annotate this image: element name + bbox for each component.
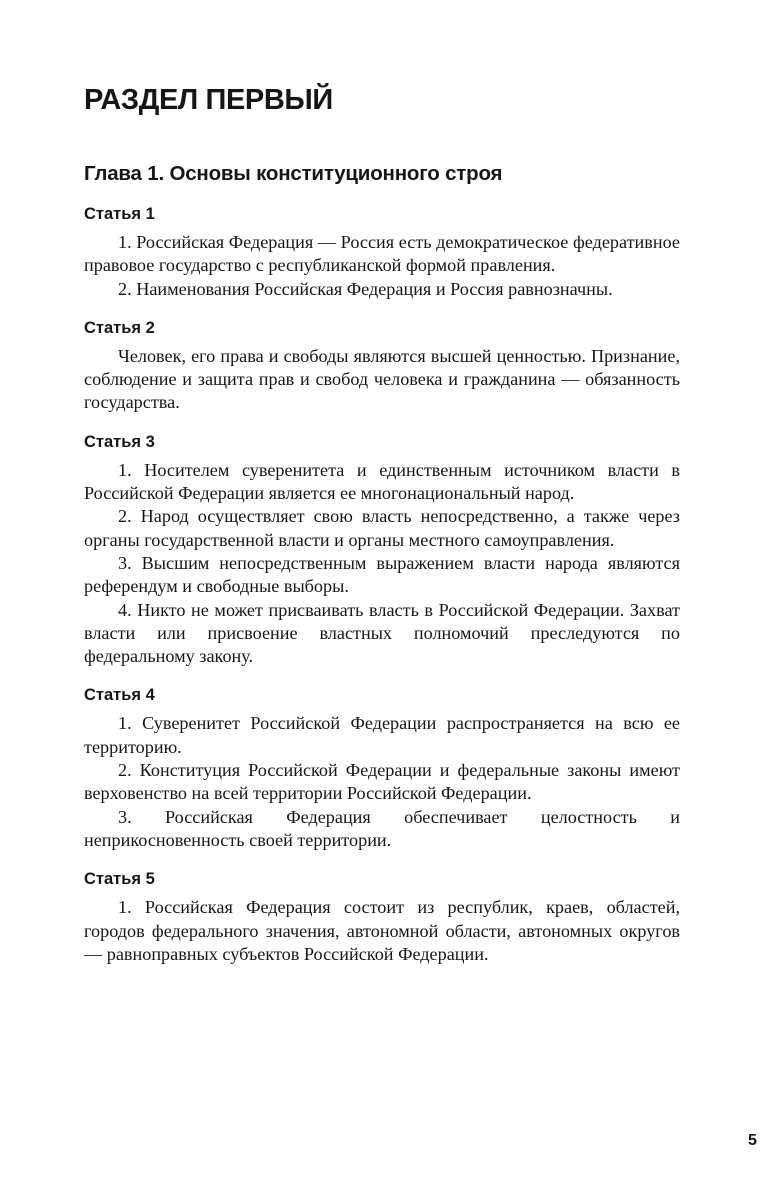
article-heading: Статья 3 [84,432,155,451]
chapter-title: Глава 1. Основы конституционного строя [84,162,503,185]
article-paragraph: 1. Российская Федерация состоит из республик, краев, областей, городов федерального значения, автономной области, автономных округов — равноправных субъектов Российской Федерации. [84,897,680,964]
section-title: РАЗДЕЛ ПЕРВЫЙ [84,84,333,116]
article-paragraph: Человек, его права и свободы являются высшей ценностью. Признание, соблюдение и защита прав и свобод человека и гражданина — обязанность государства. [84,345,680,413]
article-paragraph: 4. Никто не может присваивать власть в Российской Федерации. Захват власти или присвоение властных полномочий преследуются по федеральному закону. [84,599,680,667]
article-heading: Статья 1 [84,205,155,223]
article-2 [84,315,680,415]
page-number: 5 [748,1132,757,1149]
articles-list [84,201,680,966]
article-paragraph: 2. Наименования Российская Федерация и Россия равнозначны. [118,278,613,299]
article-paragraph: 1. Носителем суверенитета и единственным источником власти в Российской Федерации является ее многонациональный народ. [84,459,680,504]
article-paragraph: 1. Суверенитет Российской Федерации распространяется на всю ее территорию. [84,713,680,757]
article-paragraph: 3. Российская Федерация обеспечивает целостность и неприкосновенность своей территории. [84,806,680,850]
article-heading: Статья 4 [84,686,155,705]
article-paragraph: 2. Народ осуществляет свою власть непосредственно, а также через органы государственной власти и органы местного самоуправления. [84,506,680,550]
article-4 [84,682,680,852]
article-1 [84,201,680,301]
article-heading: Статья 2 [84,318,155,337]
article-heading: Статья 5 [84,870,155,889]
article-paragraph: 1. Российская Федерация — Россия есть демократическое федеративное правовое государство с республиканской формой правления. [84,232,680,276]
article-3 [84,429,680,669]
article-5 [84,866,680,966]
article-paragraph: 3. Высшим непосредственным выражением власти народа являются референдум и свободные выборы. [84,552,680,597]
article-paragraph: 2. Конституция Российской Федерации и федеральные законы имеют верховенство на всей территории Российской Федерации. [84,760,680,804]
